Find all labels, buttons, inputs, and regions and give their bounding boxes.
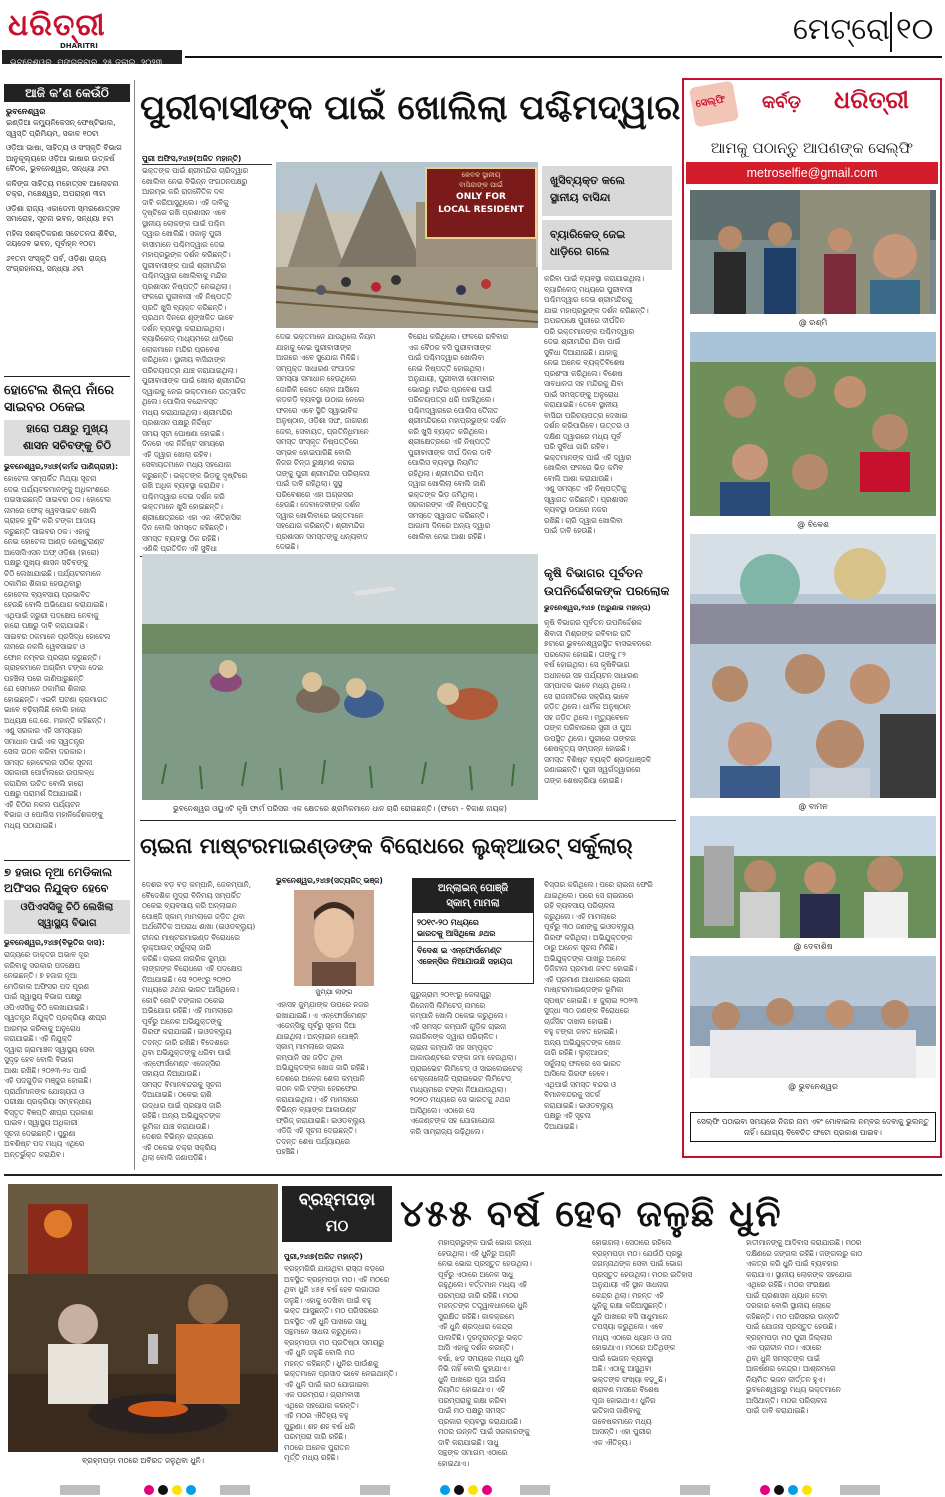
bottom-section-rule <box>4 1174 942 1176</box>
today-city: ଭୁବନେଶ୍ୱର <box>6 107 46 116</box>
selfie-note: ସେଲ୍ଫି ପଠାଇବା ସମୟରେ ନିଜର ନାମ ଏବଂ ମୋବାଇଲ ନମ୍ବର ଦେବାକୁ ଭୁଲନ୍ତୁ ନାହିଁ। ଯୋଗ୍ୟ ବିବେଚିତ ଫଟୋ ପ୍ରକାଶ ପାଇବ। <box>690 1112 936 1142</box>
selfie-illustration-1 <box>690 190 936 314</box>
selfie-email: metroselfie@gmail.com <box>686 162 938 184</box>
hotel-headline: ହୋଟେଲ ଶିଳ୍ପ ନାଁରେ ସାଇବର ଠକେଇ <box>4 383 115 415</box>
registration-dot <box>788 1485 798 1495</box>
selfie-caption-1: @ ରଶ୍ମି <box>798 318 828 327</box>
footer-bar <box>520 1485 550 1495</box>
registration-dot <box>172 1485 182 1495</box>
today-item: କଳିଙ୍ଗ ସାହିତ୍ୟ ମହୋତ୍ସବ ଆଲୋଚନା ଚକ୍ର, ମଞ୍ଚେଶ୍ୱର, ଅପରାହ୍ଣ ୩ଟା <box>6 178 119 198</box>
lead-body-col3: ବିରୋଧ କରିଥିଲେ। ଫଳରେ ରବିବାର ଏକ ବୈଠକ ବସି ପୁରୀବାସୀଙ୍କ ପାଇଁ ପଶ୍ଚିମଦ୍ୱାର ଖୋଲିବା ନେଇ ନିଷ୍ପତ୍ତି ହୋଇଥିଲା। ଅନୁଯାୟୀ, ପୁରୀବାସୀ ସୋମବାର ଭୋରରୁ ମନ୍ଦିର ପ୍ରବେଶ ପାଇଁ ପରିଚୟପତ୍ର ଧରି ପହଞ୍ଚିଥିଲେ। ପଶ୍ଚିମଦ୍ୱାରରେ ପୋଲିସ ତୈନାତ ଶ୍ରୀମନ୍ଦିରରେ ମହାପ୍ରଭୁଙ୍କ ଦର୍ଶନ କରି ଖୁସି ବ୍ୟକ୍ତ କରିଥିଲେ। ଶ୍ରୀକ୍ଷେତ୍ରରେ ଏହି ନିଷ୍ପତ୍ତି ପୁରୀବାସୀଙ୍କ ଦୀର୍ଘ ଦିନର ଦାବି ପୋଲିସ ବ୍ୟବସ୍ଥା ନିୟମିତ ରହିଥିଲା। ଶ୍ରୀମନ୍ଦିର ପଶ୍ଚିମ ଦ୍ୱାର ଖୋଲିଲା ବୋଲି ଜାଣି ଭକ୍ତଙ୍କ ଭିଡ଼ ଜମିଥିଲା। ସରକାରଙ୍କ ଏହି ନିଷ୍ପତ୍ତିକୁ ସମସ୍ତେ ସ୍ୱାଗତ କରିଛନ୍ତି। ଆଗାମୀ ଦିନରେ ଅନ୍ୟ ଦ୍ୱାର ଖୋଲିବା ନେଇ ଆଶା ରହିଛି। <box>408 332 509 541</box>
selfie-photo-1 <box>690 190 936 314</box>
obit-body: କୃଷି ବିଭାଗର ପୂର୍ବତନ ଉପନିର୍ଦ୍ଦେଶକ ଶିବାଜୀ ମିଶ୍ରଙ୍କ ରବିବାର ରାତି ୭ଟାରେ ଭୁବନେଶ୍ୱରସ୍ଥିତ ବାସଭବନରେ ପରଲୋକ ହୋଇଛି। ତାଙ୍କୁ ୮୨ ବର୍ଷ ହୋଇଥିଲା। ସେ କୃଷିବିଭାଗ ଅଧୀନରେ ସହ ପର୍ଯ୍ୟଟନ ସାଧାରଣ ସମ୍ପାଦକ ଭାବେ ମଧ୍ୟ ଥିଲେ। ସେ ରାଜନୀତିରେ ସକ୍ରିୟ ଭାବେ ଜଡ଼ିତ ଥିଲେ। ଧାର୍ମିକ ଅନୁଷ୍ଠାନ ସହ ଜଡ଼ିତ ଥିଲେ। ମୃତ୍ୟୁବେଳେ ତାଙ୍କ ପରିବାରରେ ସ୍ତ୍ରୀ ଓ ପୁଅ ଉପସ୍ଥିତ ଥିଲେ। ପୁରୀରେ ତାଙ୍କର ଶେଷକୃତ୍ୟ ସମ୍ପନ୍ନ ହୋଇଛି। ସମସ୍ତ ବିଶିଷ୍ଟ ବ୍ୟକ୍ତି ଶ୍ରଦ୍ଧାଞ୍ଜଳି ଜଣାଇଛନ୍ତି। ପୁରୀ ସ୍ୱର୍ଗଦ୍ୱାରରେ ତାଙ୍କ ଶେଷକ୍ରିୟା ହୋଇଛି। <box>544 618 652 785</box>
math-headline: ୪୫୫ ବର୍ଷ ହେବ ଜଳୁଛି ଧୁନି <box>400 1192 782 1235</box>
china-box-item-1: ୨୦୧୯-୨୦ ମଧ୍ୟରେ ଭାରତକୁ ଆସିଥିଲେ ୬ଥର <box>413 913 533 942</box>
dhuni-photo <box>8 1184 278 1452</box>
obit-headline: କୃଷି ବିଭାଗର ପୂର୍ବତନ ଉପନିର୍ଦ୍ଦେଶକଙ୍କ ପରଲୋକ <box>544 566 670 598</box>
logo-text: ଧରିତ୍ରୀ <box>8 8 106 43</box>
phone-icon: ସେଲ୍ଫି <box>689 80 739 127</box>
registration-dot <box>186 1485 196 1495</box>
selfie-photo-3 <box>690 534 936 798</box>
selfie-illustration-5 <box>690 956 936 1078</box>
hotel-body: ହୋଟେଲ ସମ୍ପର୍କିତ ମିଥ୍ୟା ସୂଚନା ଦେଇ ପର୍ଯ୍ୟଟକମାନଙ୍କୁ ଅଧିକାଂଶରେ ପଇସାଇଛନ୍ତି ସାଇବର ଠକ। ହୋଟେଲ ନାମରେ ଫେକ୍ ୱେବସାଇଟ ଖୋଲି ଗ୍ରାହକ ବୁକିଂ କରି ଟଙ୍କା ଆଦାୟ କରୁଛନ୍ତି ସାଇବର ଠକ। ଏହାକୁ ନେଇ ହୋଟେଲ ଆଣ୍ଡ ରେଷ୍ଟୁରାଣ୍ଟ ଆସୋସିଏସନ ଅଫ୍ ଓଡ଼ିଶା (ହାରୋ) ପକ୍ଷରୁ ମୁଖ୍ୟ ଶାସନ ସଚିବଙ୍କୁ ଚିଠି ଲେଖାଯାଇଛି। ପର୍ଯ୍ୟଟକମାନେ ଠକାମିର ଶିକାର ହେଉଥିବାରୁ ହୋଟେଲ ବ୍ୟବସାୟ ପ୍ରଭାବିତ ହେଉଛି ବୋଲି ଅଭିଯୋଗ କରାଯାଇଛି। ଏଥିପାଇଁ ଜରୁରୀ ପଦକ୍ଷେପ ନେବାକୁ ହାରୋ ପକ୍ଷରୁ ଦାବି କରାଯାଇଛି। ସାଇବର ଠକମାନେ ପ୍ରସିଦ୍ଧ ହୋଟେଲ ନାମରେ ନକଲି ୱେବସାଇଟ ଓ ଫୋନ ନମ୍ବର ପ୍ରଚାର କରୁଛନ୍ତି। ଗ୍ରାହକମାନେ ଅଗ୍ରିମ ଟଙ୍କା ଦେଇ ପହଞ୍ଚିଲା ପରେ ଜାଣିପାରୁଛନ୍ତି ଯେ ସେମାନେ ଠକାମିର ଶିକାର ହୋଇଛନ୍ତି। ଏଭଳି ଘଟଣା କ୍ରମାଗତ ଭାବେ ବଢ଼ିଚାଲିଛି ବୋଲି ହାରୋ ଅଧ୍ୟକ୍ଷ ଜେ.କେ. ମହାନ୍ତି କହିଛନ୍ତି। ଏଣୁ ସରକାର ଏହି ସମସ୍ୟାର ସମାଧାନ ପାଇଁ ଏକ ସ୍ୱତନ୍ତ୍ର ସେଲ ଗଠନ କରିବା ଦରକାର। ସମସ୍ତ ହୋଟେଲର ସଠିକ ସୂଚନା ସରକାରୀ ପୋର୍ଟାଲରେ ଉପଲବ୍ଧ କରାଯିବା ଉଚିତ ବୋଲି ହାରୋ ପକ୍ଷରୁ ପରାମର୍ଶ ଦିଆଯାଇଛି। ଏହି ଚିଠିର ନକଲ ପର୍ଯ୍ୟଟନ ବିଭାଗ ଓ ପୋଲିସ ମହାନିର୍ଦ୍ଦେଶକଙ୍କୁ ମଧ୍ୟ ପଠାଯାଇଛି। <box>4 474 112 830</box>
registration-dot <box>802 1485 812 1495</box>
hotel-dateline: ଭୁବନେଶ୍ୱର,୨୪ା୭(କର୍ମଚ୍ଚ ପାଣିଗ୍ରାହୀ): <box>4 462 119 471</box>
math-kicker: ବ୍ରହ୍ମପଡ଼ା ମଠ <box>282 1186 392 1242</box>
masthead-logo <box>8 8 178 48</box>
selfie-header <box>686 84 938 136</box>
paddy-illustration <box>142 554 538 800</box>
registration-dot <box>158 1485 168 1495</box>
china-box-title: ଅନ୍‌ଲାଇନ୍ ପୋଞ୍ଜି ସ୍କାମ୍ ମାମଲା <box>413 879 533 913</box>
section-name: ମେଟ୍ରୋ <box>792 12 890 47</box>
selfie-photo-2 <box>690 332 936 516</box>
lead-quote-2: ବ୍ୟାରିକେଡ୍ ଜେଇ ଧାଡ଼ିରେ ଗଲେ <box>542 220 672 270</box>
today-item: ଓଡ଼ିଆ ଭାଷା, ସାହିତ୍ୟ ଓ ସଂସ୍କୃତି ବିଭାଗ ଆନୁକୂଲ୍ୟରେ ଓଡ଼ିଆ ଭାଷାର ଉତ୍କର୍ଷ ବୈଠକ, ଭୁବନେଶ୍ୱର, ସନ୍ଧ୍ୟା ୬ଟା <box>6 143 122 173</box>
mugshot-illustration <box>294 890 374 986</box>
math-body-col4: ହାତୀମାନଙ୍କୁ ଆଦିବାସ କରାଯାଉଛି। ମଠର ଦକ୍ଷିଣରେ ଜଙ୍ଗଲ ରହିଛି। ଜଙ୍ଗଲରୁ କାଠ ଏକତ୍ର କରି ଧୁନି ପାଇଁ ବ୍ୟବହାର କରାଯାଏ। ସ୍ଥାନୀୟ ଲୋକଙ୍କ ସହଯୋଗ ଏଥିରେ ରହିଛି। ମଠର ସଂରକ୍ଷଣ ପାଇଁ ପ୍ରଶାସନ ଧ୍ୟାନ ଦେବା ଦରକାର ବୋଲି ସ୍ଥାନୀୟ ଲୋକେ କହିଛନ୍ତି। ମଠ ପରିସରର ଉନ୍ନତି ପାଇଁ ଯୋଜନା ପ୍ରସ୍ତୁତ ହେଉଛି। ବ୍ରହ୍ମପଡ଼ା ମଠ ପୁରୀ ଜିଲ୍ଲାର ଏକ ପ୍ରାଚୀନ ମଠ। ଏଠାରେ ଥିବା ଧୁନି ସମସ୍ତଙ୍କ ପାଇଁ ଆକର୍ଷଣର କେନ୍ଦ୍ର। ଆଶ୍ରମରେ ନିୟମିତ ଭଜନ କୀର୍ତ୍ତନ ହୁଏ। ଭୁବନେଶ୍ୱରରୁ ମଧ୍ୟ ଭକ୍ତମାନେ ଆସିଥାନ୍ତି। ମଠର ପରିଚାଳନା ପାଇଁ ଦାବି କରାଯାଇଛି। <box>746 1238 863 1415</box>
left-rule-2 <box>4 860 130 861</box>
brand-right: ଧରିତ୍ରୀ <box>834 86 909 114</box>
footer-bar <box>60 1485 100 1495</box>
selfie-caption-3: @ ବାମନ <box>798 802 828 811</box>
china-headline: ଚାଇନା ମାଷ୍ଟରମାଇଣ୍ଡଙ୍କ ବିରୋଧରେ ଲୁକ୍ଆଉଟ୍ ସର୍କୁଲାର୍ <box>140 834 633 859</box>
registration-dot <box>482 1485 492 1495</box>
footer-bar <box>220 1485 250 1495</box>
registration-dot <box>454 1485 464 1495</box>
math-body-col3: ହୋଇଗଲା। ସେଠାରେ ରହିଲେ ବ୍ରହ୍ମପଡ଼ା ମଠ। ଯେଉଁଠି ପ୍ରଭୁ ଜଗନ୍ନାଥଙ୍କ ସେବା ପାଇଁ ଭୋଗ ପ୍ରସ୍ତୁତ ହେଉଥିଲା। ମଠର ଇତିହାସ ଅନୁଯାୟୀ ଏହି ସ୍ଥାନ ସାଧନାର କେନ୍ଦ୍ର ଥିଲା। ମହନ୍ତ ଏହି ଧୁନିକୁ ରକ୍ଷା କରିଆସୁଛନ୍ତି। ଧୁନି ପାଖରେ ବସି ସାଧୁମାନେ ତପସ୍ୟା କରୁଥିଲେ। ଏବେ ମଧ୍ୟ ଏଠାରେ ଧ୍ୟାନ ଓ ଜପ ହୋଇଥାଏ। ମଠରେ ଅତିଥିଙ୍କ ପାଇଁ ଭୋଜନ ବ୍ୟବସ୍ଥା ଅଛି। ଏଠାକୁ ଆସୁଥିବା ଭକ୍ତଙ୍କ ସଂଖ୍ୟା ବଢ଼ୁଛି। ଶ୍ରାବଣ ମାସରେ ବିଶେଷ ପୂଜା ହୋଇଥାଏ। ଧୁନିର ଇତିହାସ ଜାଣିବାକୁ ଗବେଷକମାନେ ମଧ୍ୟ ଆସନ୍ତି। ଏହା ପୁରୀର ଏକ ଐତିହ୍ୟ। <box>592 1238 693 1447</box>
lead-headline: ପୁରୀବାସୀଙ୍କ ପାଇଁ ଖୋଲିଲା ପଶ୍ଚିମଦ୍ୱାର <box>140 88 681 128</box>
temple-sign: କେବଳ ସ୍ଥାନୀୟ ବାସିନ୍ଦାଙ୍କ ପାଇଁ ONLY FOR LOCAL RESIDENT <box>438 171 524 215</box>
registration-dot <box>468 1485 478 1495</box>
lead-body-right: କରିବା ପାଇଁ ବ୍ୟବସ୍ଥା କରାଯାଇଥିଲା। ବ୍ୟାରିକେଡ୍ ମଧ୍ୟରେ ପୁରୀବାସୀ ପଶ୍ଚିମଦ୍ୱାର ଦେଇ ଶ୍ରୀମନ୍ଦିରକୁ ଯାଇ ମହାପ୍ରଭୁଙ୍କ ଦର୍ଶନ କରିଛନ୍ତି। ଅପରପକ୍ଷେ ପୁରୀରେ ଦୀର୍ଘଦିନ ପରି ଭକ୍ତମାନଙ୍କ ପଶ୍ଚିମଦ୍ୱାର ଦେଇ ଶ୍ରୀମନ୍ଦିର ଯିବା ପାଇଁ ସୁବିଧା ଦିଆଯାଇଛି। ଯାହାକୁ ନେଇ ଅନେକ ବ୍ୟକ୍ତିବିଶେଷ ପ୍ରଶଂସା କରିଥିଲେ। ବିଶେଷ ସାବଧାନତା ସହ ମନ୍ଦିରକୁ ଯିବା ପାଇଁ ସମସ୍ତଙ୍କୁ ଅନୁରୋଧ କରାଯାଇଛି। ତେବେ ସ୍ଥାନୀୟ ବାସିନ୍ଦା ପରିଚୟପତ୍ର ଦେଖାଇ ଦର୍ଶନ କରିପାରିବେ। ଉତ୍ତର ଓ ଦକ୍ଷିଣ ଦ୍ୱାରରେ ମଧ୍ୟ ପୂର୍ବ ପରି ସୁବିଧା ଜାରି ରହିବ। ଭକ୍ତମାନଙ୍କ ପାଇଁ ଏହି ଦ୍ୱାର ଖୋଲିବା ଫଳରେ ଭିଡ଼ କମିବ ବୋଲି ଆଶା କରାଯାଉଛି। ଏଣୁ ସମସ୍ତେ ଏହି ନିଷ୍ପତ୍ତିକୁ ସ୍ୱାଗତ କରିଛନ୍ତି। ପ୍ରଶାସନ ବ୍ୟବସ୍ଥା ଉପରେ ନଜର ରଖିଛି। ଚାରି ଦ୍ୱାର ଖୋଲିବା ପାଇଁ ଦାବି ହେଉଛି। <box>544 274 649 535</box>
china-top-rule <box>140 820 676 821</box>
lead-quote-1: ଖୁସିବ୍ୟକ୍ତ କଲେ ସ୍ଥାନୀୟ ବାସିନ୍ଦା <box>542 166 672 216</box>
today-title: ଆଜି କ’ଣ କେଉଁଠି <box>4 84 130 102</box>
selfie-caption-2: @ ବିକେଶ <box>797 520 829 529</box>
logo-sub: DHARITRI <box>60 42 98 50</box>
footer-bar <box>840 1485 880 1495</box>
left-rule-1 <box>4 376 130 377</box>
lead-body-col1: ଭକ୍ତଙ୍କ ପାଇଁ ଶ୍ରୀମନ୍ଦିର ଚାରିଦ୍ୱାର ଖୋଲିବା ନେଇ ବିଭିନ୍ନ ସଂଗଠନପକ୍ଷରୁ ଆରମ୍ଭ କରି ରାଜନୈତିକ ଦଳ ଦାବି କରିଆସୁଥିଲେ। ଏହି ଦାବିକୁ ଦୃଷ୍ଟିରେ ରଖି ପ୍ରଶାସନ ଏବେ ସ୍ଥାନୀୟ ଲୋକଙ୍କ ପାଇଁ ପଶ୍ଚିମ ଦ୍ୱାର ଖୋଲିଛି। ସକାଳୁ ପୁରୀ ବାସୀମାନେ ପଶ୍ଚିମଦ୍ୱାର ଦେଇ ମହାପ୍ରଭୁଙ୍କ ଦର୍ଶନ କରିଛନ୍ତି। ପୁରୀବାସୀଙ୍କ ପାଇଁ ଶ୍ରୀମନ୍ଦିର ପଶ୍ଚିମଦ୍ୱାର ଖୋଲିବାକୁ ମନ୍ଦିର ପ୍ରଶାସନ ନିଷ୍ପତ୍ତି ନେଇଥିଲା। ଫଳରେ ପୁରୀବାସୀ ଏହି ନିଷ୍ପତ୍ତି ପ୍ରତି ଖୁସି ବ୍ୟକ୍ତ କରିଛନ୍ତି। ପ୍ରଥମ ଦିନରେ ଶୃଙ୍ଖଳିତ ଭାବେ ଦର୍ଶନ ବ୍ୟବସ୍ଥା କରାଯାଇଥିଲା। ବ୍ୟାରିକେଡ୍ ମାଧ୍ୟମରେ ଧାଡ଼ିରେ ଲୋକମାନେ ମନ୍ଦିର ପ୍ରବେଶ କରିଥିଲେ। ସ୍ଥାନୀୟ ବାସିନ୍ଦାଙ୍କ ପରିଚୟପତ୍ର ଯାଞ୍ଚ କରାଯାଇଥିଲା। ପୁରୀବାସୀଙ୍କ ପାଇଁ ଖୋଲା ଶ୍ରୀମନ୍ଦିର ଦ୍ୱାରକୁ ନେଇ ଭକ୍ତମାନେ ଉତ୍ସାହିତ ଥିଲେ। ପୋଲିସ ବନ୍ଦୋବସ୍ତ ମଧ୍ୟ କରାଯାଇଥିଲା। ଶ୍ରୀମନ୍ଦିର ପ୍ରଶାସନ ପକ୍ଷରୁ ନିର୍ଦ୍ଦିଷ୍ଟ ସମୟ ସୂଚୀ ଘୋଷଣା ହୋଇଛି। ଦିନରେ ଏକ ନିର୍ଦ୍ଦିଷ୍ଟ ସମୟରେ ଏହି ଦ୍ୱାର ଖୋଲା ରହିବ। ସେବାୟତମାନେ ମଧ୍ୟ ସହଯୋଗ କରୁଛନ୍ତି। ଭକ୍ତଙ୍କ ଭିଡ଼କୁ ଦୃଷ୍ଟିରେ ରଖି ଅଧିକ ବ୍ୟବସ୍ଥା କରାଯିବ। ପଶ୍ଚିମଦ୍ୱାର ଦେଇ ଦର୍ଶନ କରି ଭକ୍ତମାନେ ଖୁସି ହୋଇଛନ୍ତି। ଶ୍ରୀକ୍ଷେତ୍ରରେ ଏହା ଏକ ଐତିହାସିକ ଦିନ ବୋଲି ସମସ୍ତେ କହିଛନ୍ତି। ସମସ୍ତ ବ୍ୟବସ୍ଥା ଠିକ ରହିଛି। ଏଣିକି ପ୍ରତିଦିନ ଏହି ସୁବିଧା <box>142 166 249 553</box>
registration-dot <box>760 1485 770 1495</box>
china-body-col1: ଦେଶର ବଡ଼ ବଡ଼ କମ୍ପାନି, ଜେକମ୍ପାନି, ବୈଦେଶିକ ମୁଦ୍ରା ବିନିମୟ ସମ୍ପର୍କିତ ଠକେଇ ବ୍ୟବସାୟ କରି ଅନ୍‌ଲାଇନ ପୋଞ୍ଜି ସ୍କାମ୍ ମାମଲାରେ ଜଡ଼ିତ ଥିବା ଅର୍ଥନୈତିକ ଅପରାଧ ଶାଖା (ଇଓଡବ୍ଲ୍ୟୁ) ଚୀନର ମାଷ୍ଟରମାଇଣ୍ଡ ବିରୋଧରେ ଲୁକ୍‌ଆଉଟ୍ ସର୍କୁଲାର୍ ଜାରି କରିଛି। ଚାଇନା ନାଗରିକ ଜୁମ୍‌ଯ଼ା ଲାଙ୍ଗଙ୍କ ବିରୋଧରେ ଏହି ପଦକ୍ଷେପ ନିଆଯାଇଛି। ସେ ୨୦୧୯ରୁ ୨୦୨୦ ମଧ୍ୟରେ ୬ଥର ଭାରତ ଆସିଥିଲେ। କୋଟି କୋଟି ଟଙ୍କାର ଠକେଇ ଅଭିଯୋଗ ରହିଛି। ଏହି ମାମଲାରେ ପୂର୍ବରୁ ଅନେକ ଅଭିଯୁକ୍ତଙ୍କୁ ଗିରଫ କରାଯାଇଛି। ଇଓଡବ୍ଲ୍ୟୁ ତଦନ୍ତ ଜାରି ରଖିଛି। ବିଦେଶରେ ଥିବା ଅଭିଯୁକ୍ତଙ୍କୁ ଧରିବା ପାଇଁ ଏନ୍‌ଫୋର୍ସମେଣ୍ଟ ଏଜେନ୍ସିର ସହାୟତା ନିଆଯାଉଛି। ସମସ୍ତ ବିମାନବନ୍ଦରକୁ ସୂଚନା ଦିଆଯାଇଛି। ଠକେଇ ରାଶି ଉଦ୍ଧାର ପାଇଁ ପ୍ରୟାସ ଜାରି ରହିଛି। ଅନ୍ୟ ଅଭିଯୁକ୍ତଙ୍କ ଭୂମିକା ଯାଞ୍ଚ କରାଯାଉଛି। ଦେଶର ବିଭିନ୍ନ ରାଜ୍ୟରେ ଏହି ଠକେଇ ଚକ୍ର ସକ୍ରିୟ ଥିଲା ବୋଲି ଜଣାପଡ଼ିଛି। <box>142 880 256 1162</box>
medical-body: ରାଜ୍ୟରେ ଡାକ୍ତର ଅଭାବ ଦୂର କରିବାକୁ ସରକାର ପଦକ୍ଷେପ ନେଇଛନ୍ତି। ୭ ହଜାର ନୂଆ ମେଡିକାଲ ଅଫିସର ପଦ ପୂରଣ ପାଇଁ ସ୍ୱାସ୍ଥ୍ୟ ବିଭାଗ ପକ୍ଷରୁ ଓପିଏସସିକୁ ଚିଠି ଲେଖାଯାଇଛି। ସ୍ୱତନ୍ତ୍ର ନିଯୁକ୍ତି ପ୍ରକ୍ରିୟା ଶୀଘ୍ର ଆରମ୍ଭ କରିବାକୁ ଅନୁରୋଧ କରାଯାଇଛି। ଏହି ନିଯୁକ୍ତି ଦ୍ୱାରା ଗ୍ରାମାଞ୍ଚଳ ସ୍ୱାସ୍ଥ୍ୟ ସେବା ସୁଦୃଢ଼ ହେବ ବୋଲି ବିଭାଗ ଆଶା ରଖିଛି। ୨୦୨୩-୨୪ ପାଇଁ ଏହି ପଦଗୁଡ଼ିକ ମଞ୍ଜୁର ହୋଇଛି। ପ୍ରାର୍ଥୀମାନଙ୍କ ଯୋଗ୍ୟତା ଓ ପରୀକ୍ଷା ପ୍ରକ୍ରିୟା ସମ୍ବନ୍ଧୀୟ ବିସ୍ତୃତ ବିଜ୍ଞପ୍ତି ଶୀଘ୍ର ପ୍ରକାଶ ପାଇବ। ସ୍ୱାସ୍ଥ୍ୟ ଅଧିକାରୀ ସୂଚନା ଦେଇଛନ୍ତି। ପୁରୁଣା ଅବଶିଷ୍ଟ ପଦ ମଧ୍ୟ ଏଥିରେ ଅନ୍ତର୍ଭୁକ୍ତ କରାଯିବ। <box>4 950 107 1159</box>
selfie-tagline: ଆମକୁ ପଠାନ୍ତୁ ଆପଣଙ୍କ ସେଲ୍ଫି <box>710 139 914 157</box>
temple-photo <box>276 162 538 328</box>
today-list <box>6 118 130 368</box>
footer-bar <box>360 1485 390 1495</box>
today-item: ୬୧ତମ ସଂସ୍କୃତି ପର୍ବ, ଓଡ଼ିଶା ରାଜ୍ୟ ସଂଗ୍ରହାଳୟ, ସନ୍ଧ୍ୟା ୬ଟା <box>6 253 107 273</box>
obit-dateline: ଭୁବନେଶ୍ୱର,୨୪ା୭ (ଅରୁଣାଭ ମହାନ୍ତା) <box>544 604 651 612</box>
china-photo-caption: ଜୁମ୍‌ଯ଼ା ଲାଙ୍ଗ <box>315 988 353 996</box>
selfie-caption-4: @ ଦେବାଶିଷ <box>793 942 833 951</box>
today-item: ଇଣ୍ଡିଆ କମ୍ୟୁନିକେସନ୍ ଫେଷ୍ଟିଭାଲ, ସ୍ୱସ୍ତି ପ୍ରିମିୟମ, ସକାଳ ୧୦ଟା <box>6 118 116 138</box>
lead-dateline: ପୁରୀ ଅଫିସ,୨୪ା୭(ଅଜିତ ମହାନ୍ତି) <box>142 154 272 165</box>
paddy-photo <box>142 554 538 800</box>
registration-dot <box>774 1485 784 1495</box>
china-box-item-2: ବିଦେଶ ଇ ଏନ୍‌ଫୋର୍ସମେଣ୍ଟ ଏଜେନ୍ସିର ନିଆଯାଉଛି ସହାୟତା <box>417 946 513 966</box>
selfie-illustration-3 <box>690 534 936 798</box>
paddy-caption: ଭୁବନେଶ୍ୱର ଓୟୁଏଟି କୃଷି ଫାର୍ମ ପରିସର ଏକ କ୍ଷେତରେ ଶ୍ରମିକମାନେ ଧାନ ଚାରି ରୋଇଛନ୍ତି। (ଫଟୋ - ବିକାଶ ନାୟକ) <box>173 804 507 813</box>
registration-dot <box>144 1485 154 1495</box>
hotel-subhead: ହାରୋ ପକ୍ଷରୁ ମୁଖ୍ୟ ଶାସନ ସଚିବଙ୍କୁ ଚିଠି <box>4 420 130 456</box>
footer-bar <box>680 1485 710 1495</box>
dhuni-illustration <box>8 1184 278 1452</box>
today-item: ଓଡ଼ିଶା ରାଜ୍ୟ ଏକାଡେମୀ ସ୍ମରଣୋତ୍ସବ ସମାରୋହ, ସୂଚନା ଭବନ, ସନ୍ଧ୍ୟା ୫ଟା <box>6 203 121 223</box>
china-body-col4: ବିସ୍ତାର କରିଥିଲେ। ପରେ ଚାଇନା ଫେରି ଯାଇଥିଲେ। ପରେ ସେ ଚାଇନାରେ ରହି ବ୍ୟବସାୟ ପରିଚାଳନା କରୁଥିଲେ। ଏହି ମାମଲାରେ ପୂର୍ବରୁ ୩୦ ଜଣଙ୍କୁ ଇଓଡବ୍ଲ୍ୟୁ ଗିରଫ କରିଥିଲା। ଅଭିଯୁକ୍ତଙ୍କ ଠାରୁ ଅନେକ ସୂଚନା ମିଳିଛି। ଅଭିଯୁକ୍ତଙ୍କ ପାଖରୁ ଅନେକ ଡିଜିଟାଲ ପ୍ରମାଣ ଜବତ ହୋଇଛି। ଏହି ପ୍ରମାଣ ଆଧାରରେ ଚାଇନା ମାଷ୍ଟରମାଇଣ୍ଡଙ୍କ ଭୂମିକା ସ୍ପଷ୍ଟ ହୋଇଛି। ୫ ଜୁଲାଇ ୨୦୨୩ ସୁଦ୍ଧା ୩୦ ଜଣଙ୍କ ବିରୋଧରେ ଚାର୍ଜସିଟ ଦାଖଲ ହୋଇଛି। ବହୁ ଟଙ୍କା ଜବତ ହୋଇଛି। ଅନ୍ୟ ଅଭିଯୁକ୍ତଙ୍କ ଖୋଜ ଜାରି ରହିଛି। ଲୁକ୍‌ଆଉଟ୍ ସର୍କୁଲାର୍ ଫଳରେ ସେ ଭାରତ ଆସିଲେ ଗିରଫ ହେବେ। ଏଥିପାଇଁ ସମସ୍ତ ବନ୍ଦର ଓ ବିମାନବନ୍ଦରକୁ ସତର୍କ କରାଯାଇଛି। ଇଓଡବ୍ଲ୍ୟୁ ପକ୍ଷରୁ ଏହି ସୂଚନା ଦିଆଯାଇଛି। <box>544 880 653 1131</box>
math-dateline: ପୁରୀ,୨୪ା୭(ଅଜିତ ମହାନ୍ତି) <box>284 1252 363 1261</box>
lead-body-col2: ଦେଇ ଭକ୍ତମାନେ ଯାଉଥିଲେ ନିୟମ ଯାହାକୁ ନେଇ ପୁରୀବାସୀଙ୍କ ଆଗରେ ଏବେ ସୁଯୋଗ ମିଳିଛି। ସମ୍ପୃକ୍ତ ସାଧାରଣ ସଂପାଦକ ସମସ୍ୟା ସମାଧାନ ହେଉଥିଲେ ଜୋରିକି କେତେ ଲୋକ ଆସିଲେ କଡ଼କଡ଼ି ବ୍ୟବସ୍ଥା ଉଠାଇ ନେଲେ ଫଳରେ ଏବେ ସ୍ଥିତି ସ୍ୱାଭାବିକ ଅନୁଷ୍ଠାନ, ଓଡ଼ିଶା ସଙ୍ଘ, ଜାଗରଣ ଜେଲ, ସେବାୟତ, ପ୍ରତିନିଧିମାନେ ସମସ୍ତ ସଂସ୍କୃତ ନିଷ୍ପତ୍ତିରେ ସମ୍ଭବ ହୋଇପାରିଛି ବୋଲି ନିଜର ଚିନ୍ତା ରୁକ୍ଷ୍ମଣ କରାଇ ତାଙ୍କୁ ପୁରୀ ଶ୍ରୀମନ୍ଦିର ପରିଚାଳନା ପାଇଁ ଦାବି ରହିଥିଲା। ସୁସ୍ଥ ପରିବେଶରେ ଏହା ଅଗ୍ରସର ହେଉଛି। ଦେବାଦେବୀଙ୍କ ଦର୍ଶନ ଦ୍ୱାର ଖୋଲିବାରେ ଭକ୍ତମାନେ ସହଯୋଗ କରିଛନ୍ତି। ଶ୍ରୀମନ୍ଦିର ପ୍ରଶାସନ ସମସ୍ତଙ୍କୁ ଧନ୍ୟବାଦ ଦେଇଛି। <box>276 332 376 551</box>
masthead-dateline: ଭୁବନେଶ୍ୱର, ମଙ୍ଗଳବାର, ୨୫ ଜୁଲାଇ, ୨୦୨୩ <box>2 50 182 64</box>
china-body-col3: ଗୁରୁଗ୍ରାମ ୨୦୧୯ରୁ କେଳାଗୁରୁ ରିଜେନସି ଲିମିଟେଡ୍ ନାମରେ କମ୍ପାନି ଖୋଲି ଠକେଇ କରୁଥିଲେ। ଏହି ସମସ୍ତ କମ୍ପାନି ଗୁଡ଼ିକ ଚାଇନା ନାଗରିକଙ୍କ ଦ୍ୱାରା ପରିଚାଳିତ। ଚାଇନା କମ୍ପାନି ସହ ସମ୍ପୃକ୍ତ ଆକାଉଣ୍ଟରେ ଟଙ୍କା ଜମା ହେଉଥିଲା। ପ୍ରାଇଭେଟ ଲିମିଟେଡ୍ ଓ ସାଇଲେଇଟେକ୍ ଟେକ୍ନୋଲୋଜି ପ୍ରାଇଭେଟ ଲିମିଟେଡ୍ ମାଧ୍ୟମରେ ଟଙ୍କା ନିଆଯାଉଥିଲା। ୨୦୨୦ ମଧ୍ୟରେ ସେ ଭାରତକୁ ୬ଥର ଆସିଥିଲେ। ଏଠାରେ ସେ ଏଜେଣ୍ଟଙ୍କ ସହ ଯୋଗାଯୋଗ କରି ସାମ୍ରାଜ୍ୟ ଗଢ଼ିଥିଲେ। <box>410 990 523 1136</box>
selfie-caption-5: @ ଭୁବନେଶ୍ୱର <box>788 1082 838 1091</box>
col-divider-left <box>134 80 135 1170</box>
china-mugshot <box>294 890 374 986</box>
selfie-illustration-4 <box>690 816 936 938</box>
page-number: ୧୦ <box>890 12 942 52</box>
math-body-col1: ବ୍ରହ୍ମଗିରି ଯାଉଥିବା ରାସ୍ତା କଡ଼ରେ ଅବସ୍ଥିତ ବ୍ରହ୍ମପଡ଼ା ମଠ। ଏହି ମଠରେ ଥିବା ଧୁନି ୪୫୫ ବର୍ଷ ହେବ ଲଗାତାର ଜଳୁଛି। ଏହାକୁ ଦେଖିବା ପାଇଁ ବହୁ ଭକ୍ତ ଆସୁଛନ୍ତି। ମଠ ପରିସରରେ ଅବସ୍ଥିତ ଏହି ଧୁନି ପାଖରେ ସାଧୁ ସନ୍ଥମାନେ ସାଧନା କରୁଥିଲେ। ବ୍ରହ୍ମପଡ଼ା ମଠ ପ୍ରତିଷ୍ଠା ସମୟରୁ ଏହି ଧୁନି ଜଳୁଛି ବୋଲି ମଠ ମହନ୍ତ କହିଛନ୍ତି। ଧୁନିର ପାଉଁଶକୁ ଭକ୍ତମାନେ ପ୍ରସାଦ ଭାବେ ନେଇଥାନ୍ତି। ଏହି ଧୁନି ପାଇଁ କାଠ ଯୋଗାଇବା ଏକ ପରମ୍ପରା। ଗ୍ରାମବାସୀ ଏଥିରେ ସହଯୋଗ କରନ୍ତି। ଏହି ମଠର ଐତିହ୍ୟ ବହୁ ପୁରୁଣା। ଶହ ଶହ ବର୍ଷ ଧରି ପରମ୍ପରା ଜାରି ରହିଛି। ମଠରେ ଅନେକ ପୁରାତନ ମୂର୍ତ୍ତି ମଧ୍ୟ ରହିଛି। <box>284 1264 397 1462</box>
medical-headline: ୭ ହଜାର ନୂଆ ମେଡିକାଲ ଅଫିସର ନିଯୁକ୍ତ ହେବେ <box>4 865 113 895</box>
selfie-illustration-2 <box>690 332 936 516</box>
medical-dateline: ଭୁବନେଶ୍ୱର,୨୪ା୭(ବିଭୂତିର ଦାସ): <box>4 938 105 947</box>
math-body-col2: ମହାପ୍ରଭୁଙ୍କ ପାଇଁ ଭୋଗ ରନ୍ଧା ହେଉଥିଲା। ଏହି ଧୁନିରୁ ଅଗ୍ନି ନେଇ ଭୋଗ ପ୍ରସ୍ତୁତ ହେଉଥିଲା। ପୂର୍ବରୁ ଏଠାରେ ଅନେକ ସାଧୁ ରହୁଥିଲେ। ବର୍ତ୍ତମାନ ମଧ୍ୟ ଏହି ପରମ୍ପରା ଜାରି ରହିଛି। ମଠର ମହନ୍ତଙ୍କ ତତ୍ତ୍ୱାବଧାନରେ ଧୁନି ସୁରକ୍ଷିତ ରହିଛି। କାଳକ୍ରମେ ଏହି ଧୁନି ଶ୍ରଦ୍ଧାର କେନ୍ଦ୍ର ପାଲଟିଛି। ଦୂରଦୂରାନ୍ତରୁ ଭକ୍ତ ଆସି ଏହାକୁ ଦର୍ଶନ କରନ୍ତି। ବର୍ଷା, ଝଡ଼ ସମୟରେ ମଧ୍ୟ ଧୁନି ନିଭି ନାହିଁ ବୋଲି କୁହାଯାଏ। ଧୁନି ପାଖରେ ପୂଜା ଅର୍ଚ୍ଚନା ନିୟମିତ ହୋଇଥାଏ। ଏହି ପରମ୍ପରାକୁ ରକ୍ଷା କରିବା ପାଇଁ ମଠ ପକ୍ଷରୁ ସମସ୍ତ ପ୍ରକାର ବ୍ୟବସ୍ଥା କରାଯାଉଛି। ମଠର ଉନ୍ନତି ପାଇଁ ସରକାରଙ୍କୁ ଦାବି କରାଯାଇଛି। ସାଧୁ ସନ୍ଥଙ୍କ ସମାଗମ ଏଠାରେ ହୋଇଥାଏ। <box>438 1238 532 1468</box>
medical-subhead: ଓପିଏସସିକୁ ଚିଠି ଲେଖିଲା ସ୍ୱାସ୍ଥ୍ୟ ବିଭାଗ <box>4 900 130 934</box>
dhuni-caption: ବ୍ରହ୍ମପଡ଼ା ମଠରେ ଅବିରତ ଜଳୁଥିବା ଧୁନି। <box>82 1456 204 1465</box>
today-item: ମହିଳା ସଶକ୍ତିକରଣ ସଚେତନତା ଶିବିର, ଜୟଦେବ ଭବନ, ପୂର୍ବାହ୍ନ ୧୦ଟା <box>6 228 117 248</box>
selfie-photo-5 <box>690 956 936 1078</box>
brand-left: କର୍ବଡ଼ <box>762 92 801 113</box>
china-dateline: ଭୁବନେଶ୍ୱର,୨୪ା୭(ସତ୍ୟଜିତ୍ ଭଞ୍ଜ) <box>276 876 383 885</box>
registration-dot <box>440 1485 450 1495</box>
china-box <box>412 878 534 984</box>
china-body-col2: ଏହାସହ ଜୁମ୍‌ଯ଼ାଙ୍କ ଉପରେ ନଜର ରଖାଯାଇଛି। ଏ ଏନ୍‌ଫୋର୍ସମେଣ୍ଟ ଏଜେନ୍ସିକୁ ପୂର୍ବରୁ ସୂଚନା ଦିଆ ଯାଇଥିଲା। ଅନ୍‌ଲାଇନ ପୋଞ୍ଜି ସ୍କାମ୍ ମାମଲାରେ ଚାଇନା କମ୍ପାନି ସହ ଜଡ଼ିତ ଥିବା ଅଭିଯୁକ୍ତଙ୍କ ଖୋଜ ଜାରି ରହିଛି। ଦେଶରେ ଅନେକ ଶେଲ କମ୍ପାନି ଗଠନ କରି ଟଙ୍କା ହେରଫେର କରାଯାଇଥିଲା। ଏହି ମାମଲାରେ ବିଭିନ୍ନ ବ୍ୟାଙ୍କ ଆକାଉଣ୍ଟ ଫ୍ରିଜ୍ କରାଯାଇଛି। ଇଓଡବ୍ଲ୍ୟୁ ଏଡିଜି ଏହି ସୂଚନା ଦେଇଛନ୍ତି। ତଦନ୍ତ ଶେଷ ପର୍ଯ୍ୟାୟରେ ପହଞ୍ଚିଛି। <box>276 1000 369 1156</box>
masthead-rule <box>185 56 942 58</box>
selfie-photo-4 <box>690 816 936 938</box>
